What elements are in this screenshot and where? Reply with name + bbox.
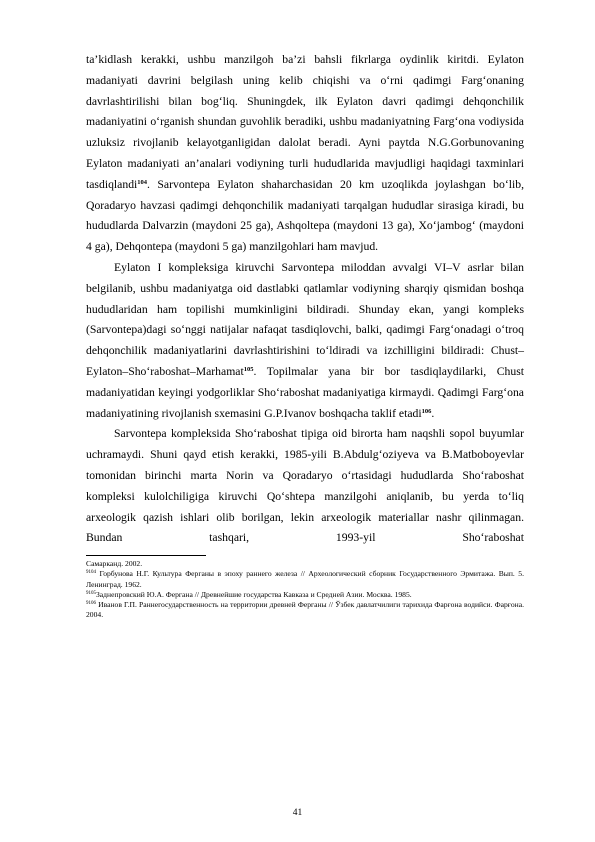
document-page — [86, 50, 524, 620]
footnote-106-text: Иванов Г.П. Раннегосударственность на территории древней Ферганы // Ўзбек давлатчилиги тарихида Фарғона водийси. Фарғона. 2004. — [86, 599, 524, 620]
footnote-106 — [86, 600, 524, 620]
footnote-105-mark: 9105 — [86, 590, 96, 596]
paragraph-3-text: Sarvontepa kompleksida Sho‘raboshat tipiga oid birorta ham naqshli sopol buyumlar uchramaydi. Shuni qayd etish kerakki, 1985-yili B.Abdulg‘oziyeva va B.Matboboyevlar tomonidan birinchi marta Norin va Qoradaryo o‘rtasidagi hududlarda Sho‘raboshat kompleksi kulolchiligiga kiruvchi Qo‘shtepa manzilgohi aniqlanib, bu yerda to‘liq arxeologik qazish ishlari olib borilgan, lekin arxeologik materiallar nashr qilinmagan. Bundan tashqari, 1993-yil Sho‘raboshat — [86, 427, 524, 545]
footnote-105 — [86, 590, 524, 600]
footnote-continued-text: Самарканд. 2002. — [86, 559, 143, 569]
paragraph-2-tail-end: . — [431, 406, 435, 420]
footnote-ref-106[interactable]: 106 — [421, 407, 432, 415]
footnote-104-text: Горбунова Н.Г. Культура Ферганы в эпоху раннего железа // Археологический сборник Государственного Эрмитажа. Вып. 5. Ленинград. 1962. — [86, 569, 524, 589]
paragraph-3 — [86, 424, 524, 549]
footnote-105-text: Заднепровский Ю.А. Фергана // Древнейшие государства Кавказа и Средней Азии. Москва. 1985. — [96, 589, 412, 599]
paragraph-2-text: Eylaton I kompleksiga kiruvchi Sarvontepa miloddan avvalgi VI–V asrlar bilan belgilanib, ushbu madaniyatga oid dastlabki qatlamlar vodiyning sharqiy qismidan boshqa hududlaridan ham topilishi mumkinligini bildiradi. Shunday ekan, yangi kompleks (Sarvontepa)dagi so‘nggi natijalar nafaqat tasdiqlovchi, balki, qadimgi Farg‘onadagi o‘troq dehqonchilik madaniyatlarini davrlashtirishini to‘ldiradi va izchilligini bildiradi: Chust–Eylaton–Sho‘raboshat–Marhamat — [86, 260, 524, 378]
paragraph-2-tail: . Topilmalar yana bir bor tasdiqlaydilarki, Chust madaniyatidan keyingi yodgorliklar Sho‘raboshat madaniyatiga kirmaydi. Qadimgi Farg‘ona madaniyatining rivojlanish sxemasini G.P.Ivanov boshqacha taklif etadi — [86, 364, 524, 420]
footnote-104 — [86, 569, 524, 589]
footnote-106-mark: 9106 — [86, 600, 96, 606]
paragraph-1-tail: . Sarvontepa Eylaton shaharchasidan 20 km uzoqlikda joylashgan bo‘lib, Qoradaryo havzasi qadimgi dehqonchilik madaniyati tarqalgan hududlar sirasiga kiradi, bu hududlarda Dalvarzin (maydoni 25 ga), Ashqoltepa (maydoni 13 ga), Xo‘jambog‘ (maydoni 4 ga), Dehqontepa (maydoni 5 ga) manzilgohlari ham mavjud. — [86, 177, 524, 254]
paragraph-1-text: ta’kidlash kerakki, ushbu manzilgoh ba’zi bahsli fikrlarga oydinlik kiritdi. Eylaton madaniyati davrini belgilash uning kelib chiqishi va o‘rni qadimgi Farg‘onaning davrlashtirilishi bilan bog‘liq. Shuningdek, ilk Eylaton davri qadimgi dehqonchilik madaniyatini o‘rganish shundan guvohlik beradiki, ushbu madaniyatning Farg‘ona vodiysida uzluksiz rivojlanib kelayotganligidan dalolat beradi. Ayni paytda N.G.Gorbunovaning Eylaton madaniyati an’analari vodiyning turli hududlarida mavjudligi haqidagi taxminlari tasdiqlandi — [86, 53, 524, 191]
paragraph-1 — [86, 50, 524, 258]
footnote-separator — [86, 555, 206, 556]
footnote-ref-105[interactable]: 105 — [243, 365, 254, 373]
page-number: 41 — [292, 808, 303, 818]
paragraph-2 — [86, 258, 524, 424]
footnote-104-mark: 9104 — [86, 570, 96, 576]
footnote-continued — [86, 559, 524, 569]
footnote-ref-104[interactable]: 104 — [137, 178, 148, 186]
